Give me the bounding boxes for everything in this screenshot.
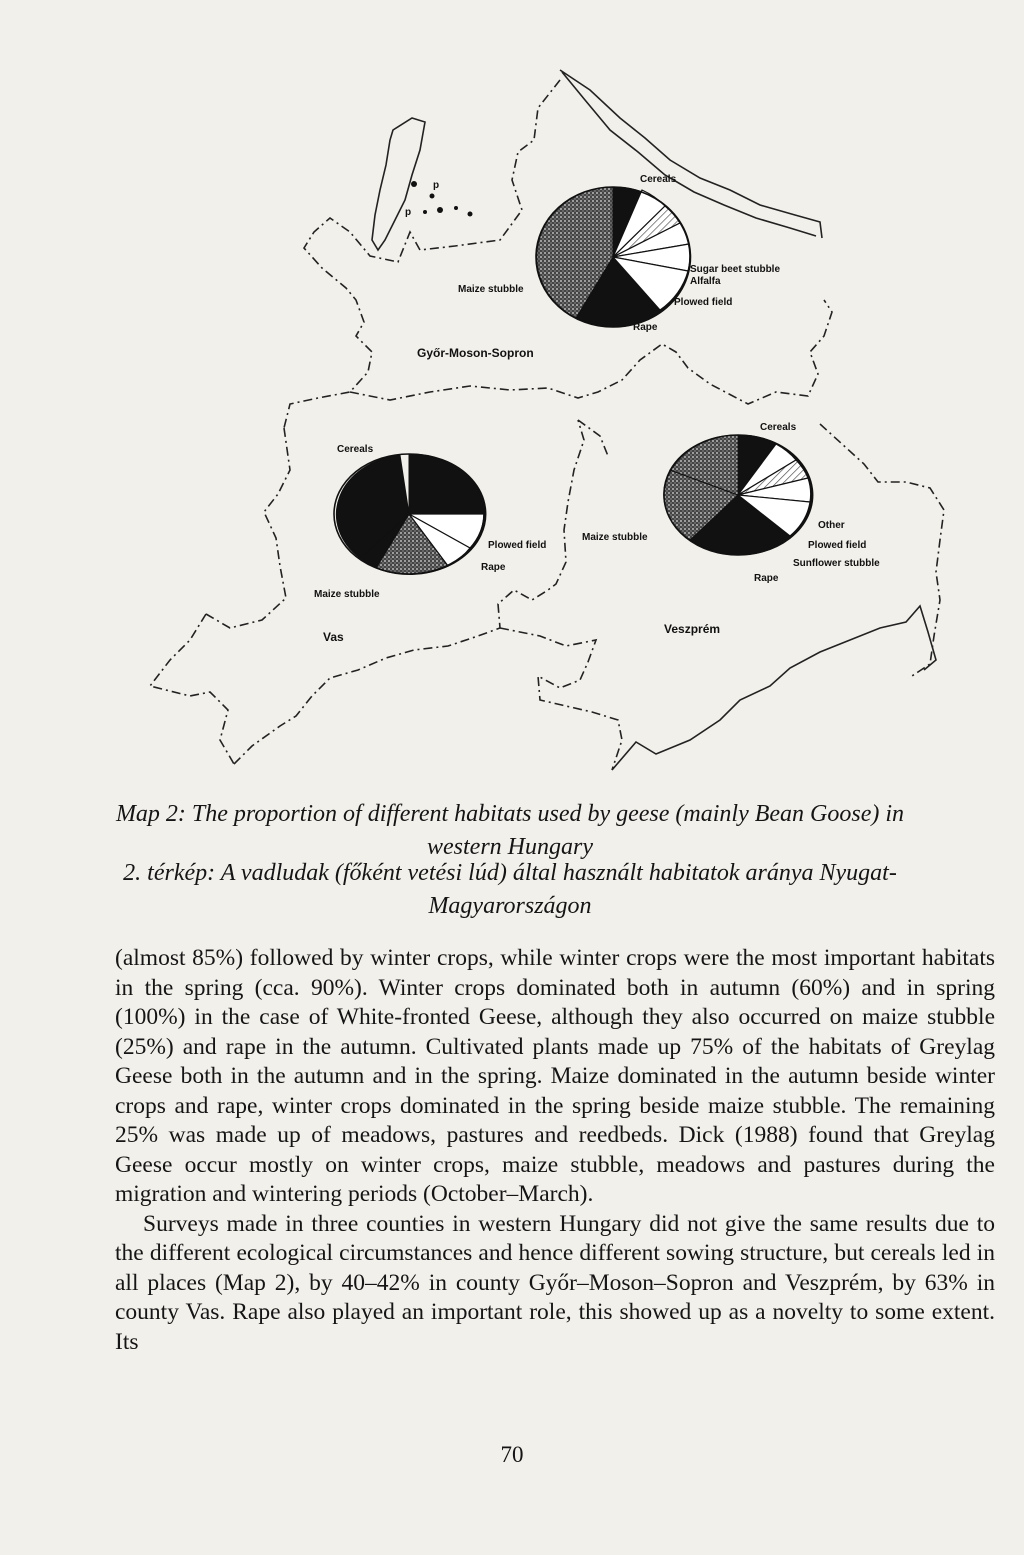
pie-chart-gyor [536, 187, 691, 327]
page-number: 70 [500, 1442, 524, 1467]
paragraph: (almost 85%) followed by winter crops, while winter crops were the most important habitats in the spring (cca. 90%). Winter crops dominated both in autumn (60%) and in spring (100%) in the case of White-fronted Geese, although they also occurred on maize stubble (25%) and rape in the autumn. Cultivated plants made up 75% of the habitats of Greylag Geese both in the autumn and in the spring. Maize dominated in the autumn beside winter crops and rape, winter crops dominated in the spring beside maize stubble. The remaining 25% was made up of meadows, pastures and reedbeds. Dick (1988) found that Greylag Geese occur mostly on winter crops, maize stubble, meadows and pastures during the migration and wintering periods (October–March). [115, 945, 995, 1207]
map-caption-english: Map 2: The proportion of different habitats used by geese (mainly Bean Goose) in western Hungary [115, 801, 905, 860]
pie-label: Rape [633, 322, 658, 333]
county-label: Győr-Moson-Sopron [417, 346, 534, 360]
pie-label: Cereals [760, 422, 797, 433]
pie-label: Other [818, 520, 845, 531]
pie-label: Plowed field [674, 297, 733, 308]
county-label: Veszprém [664, 622, 721, 636]
paragraph: Surveys made in three counties in western Hungary did not give the same results due to the different ecological circumstances and hence different sowing structure, but cereals led in all places (Map 2), by 40–42% in county Győr–Moson–Sopron and Veszprém, by 63% in county Vas. Rape also played an important role, this showed up as a novelty to some extent. Its [115, 1210, 995, 1355]
pie-chart-vas [334, 454, 486, 574]
map-caption-hungarian: 2. térkép: A vadludak (főként vetési lúd) által használt habitatok aránya Nyugat-Magyarországon [123, 860, 897, 919]
pie-label: Sugar beet stubble [690, 264, 781, 275]
pie-label: Maize stubble [458, 284, 524, 295]
pie-label: Maize stubble [582, 532, 648, 543]
body-text [115, 944, 995, 1357]
pie-label: Plowed field [488, 540, 547, 551]
pie-label: Rape [481, 562, 506, 573]
svg-text:p: p [405, 207, 412, 218]
pie-label: Plowed field [808, 540, 867, 551]
pie-chart-veszprem [664, 435, 813, 555]
county-borders [150, 80, 944, 770]
pie-label: Cereals [337, 444, 374, 455]
pie-label: Alfalfa [690, 276, 721, 287]
county-label: Vas [323, 630, 344, 644]
pie-label: Sunflower stubble [793, 558, 880, 569]
lake-islands [405, 180, 473, 218]
pie-label: Rape [754, 573, 779, 584]
svg-text:p: p [433, 180, 440, 191]
pie-label: Cereals [640, 174, 677, 185]
pie-label: Maize stubble [314, 589, 380, 600]
